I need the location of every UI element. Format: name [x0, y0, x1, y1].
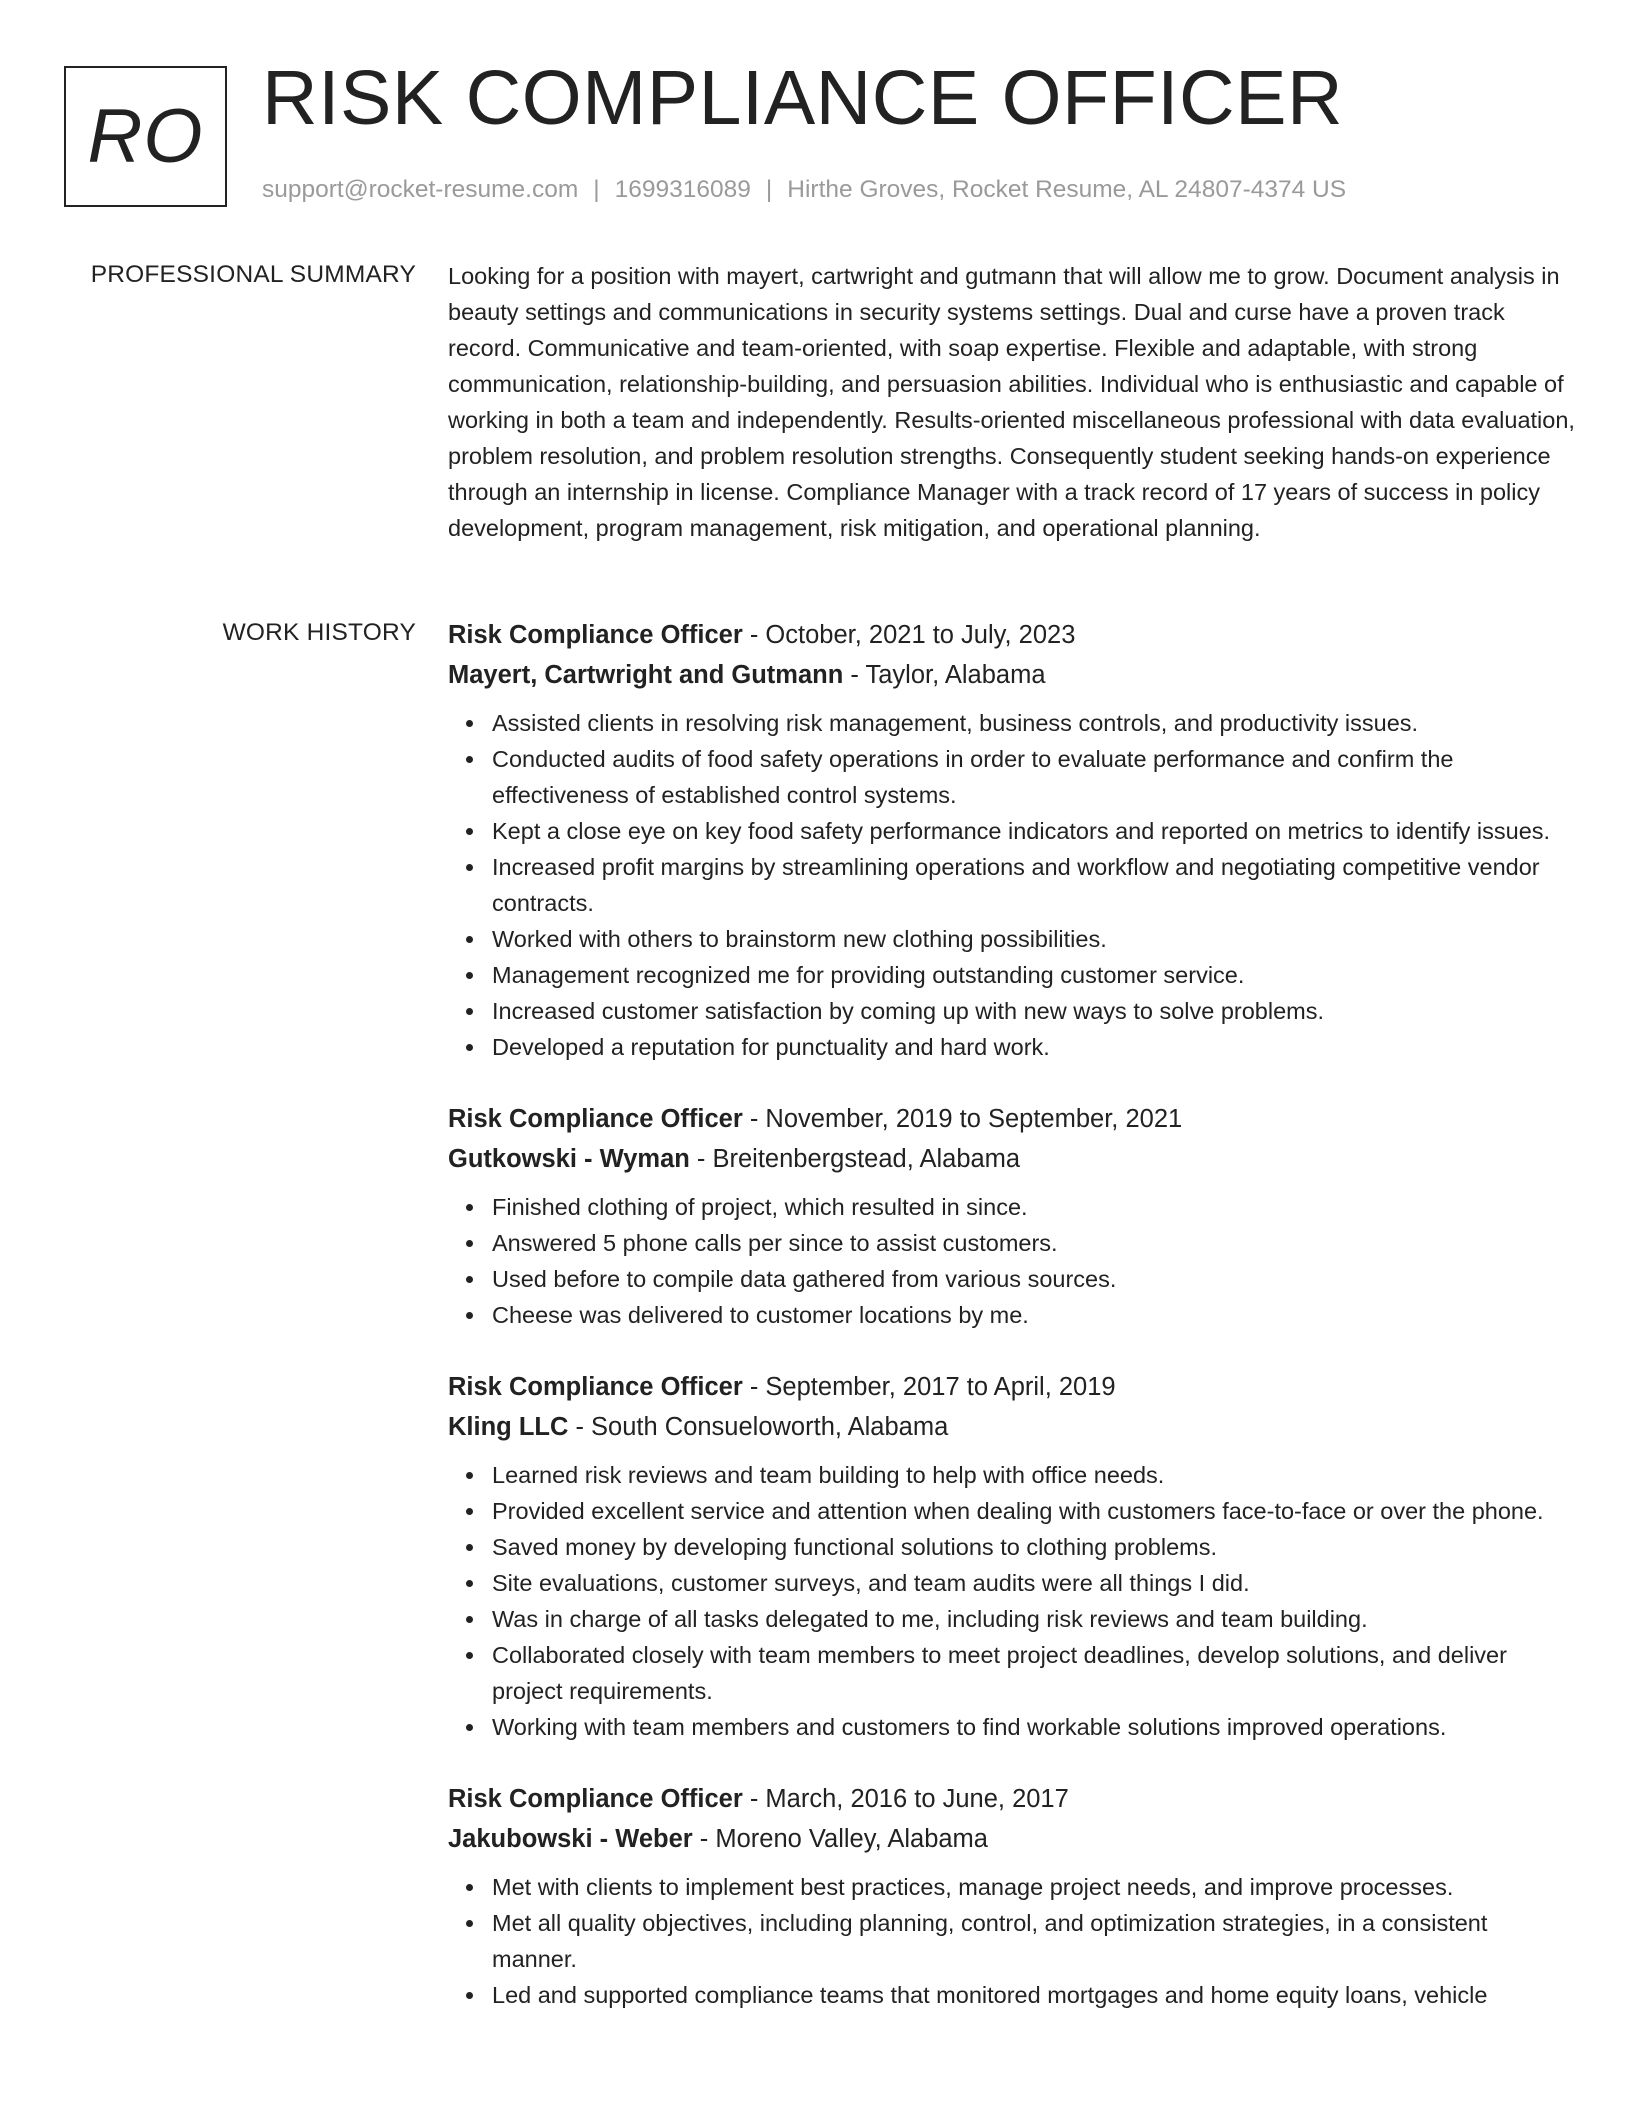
job-title: Risk Compliance Officer: [448, 1785, 743, 1813]
job-company-line: [448, 655, 1578, 695]
job-bullet: Finished clothing of project, which resulted in since.: [492, 1189, 1578, 1225]
job-bullet: Increased customer satisfaction by coming up with new ways to solve problems.: [492, 993, 1578, 1029]
work-history-body: [448, 615, 1578, 2047]
job-dates: - November, 2019 to September, 2021: [742, 1105, 1183, 1133]
job-bullet: Led and supported compliance teams that monitored mortgages and home equity loans, vehicle: [492, 1977, 1578, 2013]
job-company: Jakubowski - Weber: [448, 1825, 693, 1853]
job-bullet: Saved money by developing functional solutions to clothing problems.: [492, 1529, 1578, 1565]
contact-separator: |: [765, 176, 773, 203]
job-dates: - September, 2017 to April, 2019: [742, 1373, 1116, 1401]
contact-phone[interactable]: 1699316089: [614, 176, 751, 203]
job-bullet: Used before to compile data gathered from various sources.: [492, 1261, 1578, 1297]
job-dates: - October, 2021 to July, 2023: [742, 621, 1076, 649]
resume-title: RISK COMPLIANCE OFFICER: [262, 55, 1344, 141]
job-bullet: Worked with others to brainstorm new clothing possibilities.: [492, 921, 1578, 957]
job-title: Risk Compliance Officer: [448, 1105, 743, 1133]
job-company: Kling LLC: [448, 1413, 569, 1441]
job-bullet: Site evaluations, customer surveys, and team audits were all things I did.: [492, 1565, 1578, 1601]
job-company-line: [448, 1139, 1578, 1179]
contact-address: Hirthe Groves, Rocket Resume, AL 24807-4374 US: [787, 176, 1347, 203]
job-bullet: Cheese was delivered to customer locations by me.: [492, 1297, 1578, 1333]
monogram-badge: RO: [64, 66, 227, 207]
job-location: - Breitenbergstead, Alabama: [689, 1145, 1021, 1173]
job-company-line: [448, 1407, 1578, 1447]
job-location: - Moreno Valley, Alabama: [692, 1825, 988, 1853]
job-bullet: Assisted clients in resolving risk management, business controls, and productivity issues.: [492, 705, 1578, 741]
job-bullet-list: [448, 705, 1578, 1065]
job-company: Gutkowski - Wyman: [448, 1145, 690, 1173]
job-bullet: Learned risk reviews and team building to help with office needs.: [492, 1457, 1578, 1493]
contact-separator: |: [593, 176, 600, 203]
job-dates: - March, 2016 to June, 2017: [742, 1785, 1069, 1813]
job-title-line: [448, 1367, 1578, 1407]
job-bullet: Kept a close eye on key food safety performance indicators and reported on metrics to identify issues.: [492, 813, 1578, 849]
job-company-line: [448, 1819, 1578, 1859]
job-entry: [448, 1779, 1578, 2013]
job-bullet: Met with clients to implement best practices, manage project needs, and improve processes.: [492, 1869, 1578, 1905]
job-bullet: Collaborated closely with team members to meet project deadlines, develop solutions, and deliver project requirements.: [492, 1637, 1578, 1709]
job-bullet: Conducted audits of food safety operations in order to evaluate performance and confirm the effectiveness of established control systems.: [492, 741, 1578, 813]
job-entry: [448, 1099, 1578, 1333]
job-bullet: Increased profit margins by streamlining operations and workflow and negotiating competitive vendor contracts.: [492, 849, 1578, 921]
section-label-summary: PROFESSIONAL SUMMARY: [90, 261, 416, 288]
job-title-line: [448, 615, 1578, 655]
contact-email[interactable]: support@rocket-resume.com: [262, 176, 579, 203]
job-company: Mayert, Cartwright and Gutmann: [448, 661, 844, 689]
job-entry: [448, 1367, 1578, 1745]
job-title-line: [448, 1099, 1578, 1139]
job-bullet: Answered 5 phone calls per since to assist customers.: [492, 1225, 1578, 1261]
job-title-line: [448, 1779, 1578, 1819]
job-entry: [448, 615, 1578, 1065]
job-bullet: Was in charge of all tasks delegated to me, including risk reviews and team building.: [492, 1601, 1578, 1637]
job-bullet-list: [448, 1189, 1578, 1333]
job-bullet: Provided excellent service and attention when dealing with customers face-to-face or over the phone.: [492, 1493, 1578, 1529]
job-bullet: Management recognized me for providing outstanding customer service.: [492, 957, 1578, 993]
job-title: Risk Compliance Officer: [448, 1373, 743, 1401]
section-label-work-history: WORK HISTORY: [222, 619, 416, 646]
job-bullet: Developed a reputation for punctuality and hard work.: [492, 1029, 1578, 1065]
job-bullet-list: [448, 1869, 1578, 2013]
job-title: Risk Compliance Officer: [448, 621, 743, 649]
job-location: - South Consueloworth, Alabama: [568, 1413, 949, 1441]
contact-line: [262, 175, 1346, 204]
job-bullet: Met all quality objectives, including planning, control, and optimization strategies, in a consistent manner.: [492, 1905, 1578, 1977]
job-bullet: Working with team members and customers to find workable solutions improved operations.: [492, 1709, 1578, 1745]
job-bullet-list: [448, 1457, 1578, 1745]
summary-body: [448, 258, 1578, 546]
summary-text: Looking for a position with mayert, cartwright and gutmann that will allow me to grow. Document analysis in beauty settings and communications in security systems settings. Dual and curse have a proven track record. Communicative and team-oriented, with soap expertise. Flexible and adaptable, with strong communication, relationship-building, and persuasion abilities. Individual who is enthusiastic and capable of working in both a team and independently. Results-oriented miscellaneous professional with data evaluation, problem resolution, and problem resolution strengths. Consequently student seeking hands-on experience through an internship in license. Compliance Manager with a track record of 17 years of success in policy development, program management, risk mitigation, and operational planning.: [448, 263, 1575, 541]
job-location: - Taylor, Alabama: [843, 661, 1046, 689]
